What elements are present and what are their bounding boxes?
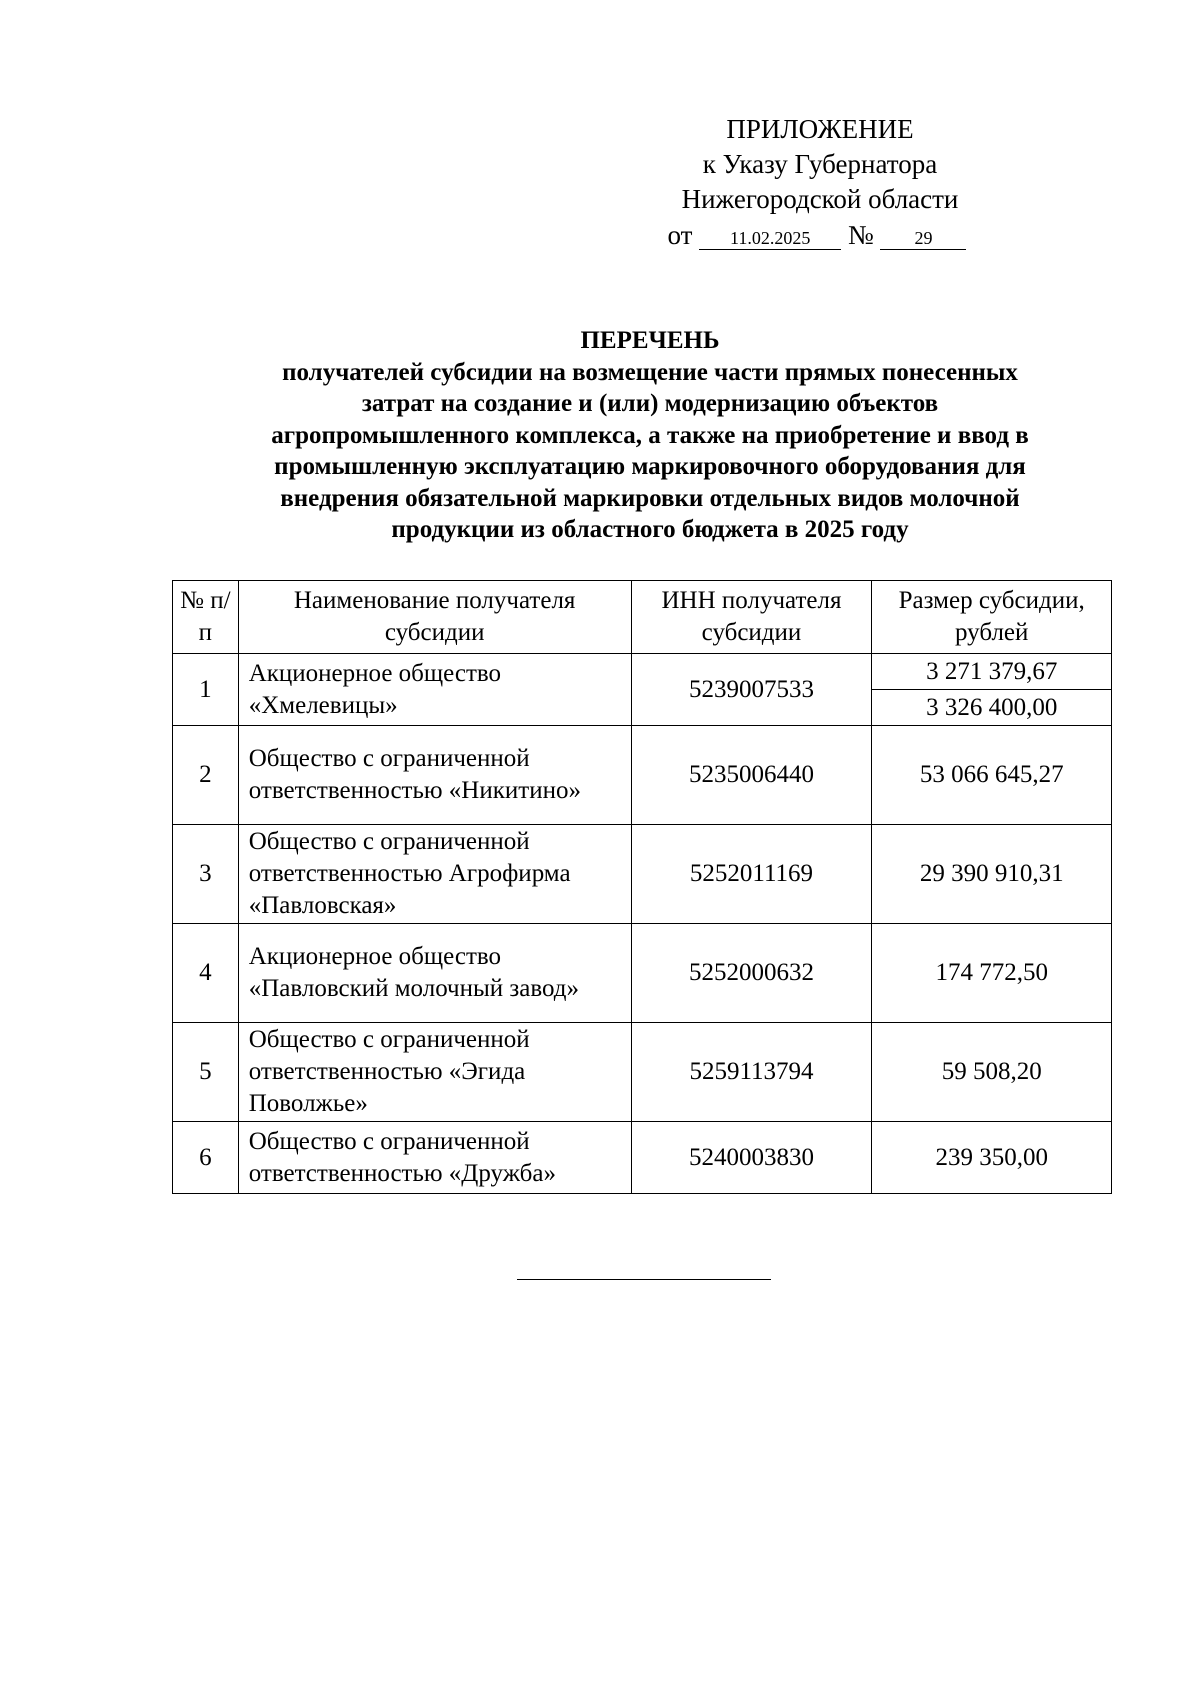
row-inn: 5239007533 [631,654,872,726]
row-amount: 174 772,50 [872,924,1112,1023]
date-prefix: от [667,220,693,250]
header-name: Наименование получателя субсидии [238,581,631,654]
row-inn: 5235006440 [631,726,872,825]
decree-date-number [614,218,1020,253]
row-amount-split [872,654,1112,726]
row-amount: 3 271 379,67 [926,658,1058,685]
decree-date-field: 11.02.2025 [699,227,841,250]
appendix-block [620,112,1020,253]
row-inn: 5240003830 [631,1122,872,1194]
appendix-region-line: Нижегородской области [681,184,959,214]
row-amount: 29 390 910,31 [872,825,1112,924]
table-row [173,654,1112,726]
number-prefix: № [847,220,874,250]
closing-divider [517,1279,771,1280]
row-inn: 5259113794 [631,1023,872,1122]
row-amount: 239 350,00 [872,1122,1112,1194]
document-title [180,325,1120,546]
title-subtitle: получателей субсидии на возмещение части прямых понесенных затрат на создание и (или) модернизацию объектов агропромышленного комплекса, а также на приобретение и ввод в промышленную эксплуатацию маркировочного оборудования для внедрения обязательной маркировки отдельных видов молочной продукции из областного бюджета в 2025 году [271,358,1029,543]
title-main: ПЕРЕЧЕНЬ [580,327,720,354]
header-inn: ИНН получателя субсидии [631,581,872,654]
appendix-decree-line: к Указу Губернатора [702,149,938,179]
row-num: 5 [173,1023,239,1122]
row-num: 3 [173,825,239,924]
table-header-row [173,581,1112,654]
row-num: 6 [173,1122,239,1194]
row-inn: 5252000632 [631,924,872,1023]
row-name: Общество с ограниченной ответственностью Агрофирма «Павловская» [238,825,631,924]
header-num: № п/п [173,581,239,654]
row-name: Акционерное общество «Павловский молочный завод» [238,924,631,1023]
row-amount: 59 508,20 [872,1023,1112,1122]
table-row [173,825,1112,924]
row-num: 2 [173,726,239,825]
table-row [173,924,1112,1023]
appendix-heading: ПРИЛОЖЕНИЕ [726,114,914,144]
row-num: 1 [173,654,239,726]
header-amount: Размер субсидии, рублей [872,581,1112,654]
table-row [173,1023,1112,1122]
row-name: Общество с ограниченной ответственностью «Дружба» [238,1122,631,1194]
row-name: Общество с ограниченной ответственностью «Эгида Поволжье» [238,1023,631,1122]
row-name: Акционерное общество «Хмелевицы» [238,654,631,726]
table-row [173,726,1112,825]
row-amount: 53 066 645,27 [872,726,1112,825]
table-row [173,1122,1112,1194]
row-inn: 5252011169 [631,825,872,924]
row-amount-second: 3 326 400,00 [872,689,1111,725]
recipients-table [172,580,1112,1194]
row-name: Общество с ограниченной ответственностью «Никитино» [238,726,631,825]
row-num: 4 [173,924,239,1023]
decree-number-field: 29 [880,227,966,250]
